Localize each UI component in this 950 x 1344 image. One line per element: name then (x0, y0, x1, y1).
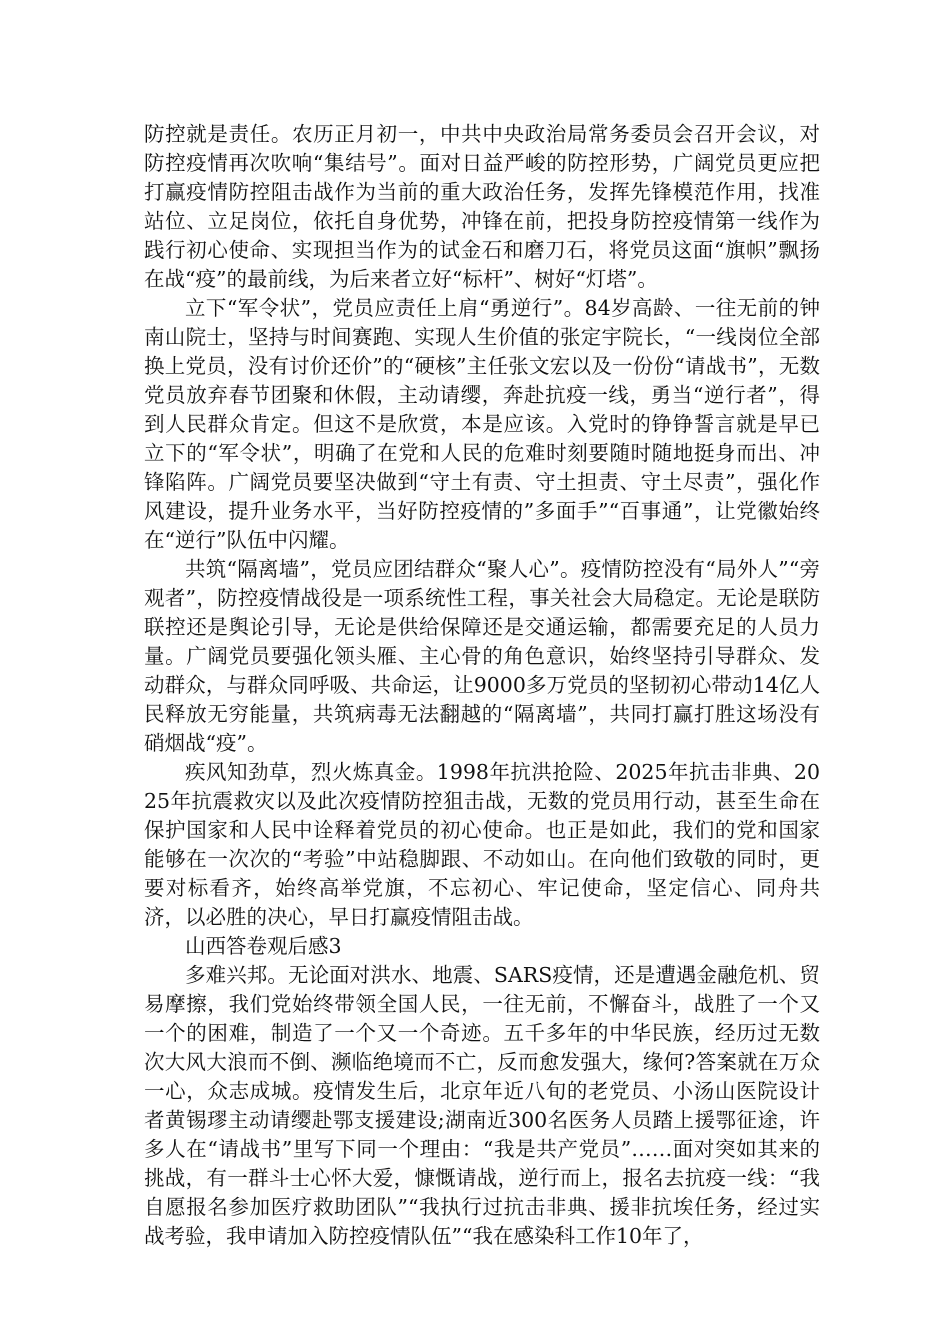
paragraph-strong-wind: 疾风知劲草，烈火炼真金。1998年抗洪抢险、2025年抗击非典、2025年抗震救灾以及此次疫情防控狙击战，无数的党员用行动，甚至生命在保护国家和人民中诠释着党员的初心使命。也正是如此，我们的党和国家能够在一次次的“考验”中站稳脚跟、不动如山。在向他们致敬的同时，更要对标看齐，始终高举党旗，不忘初心、牢记使命，坚定信心、同舟共济，以必胜的决心，早日打赢疫情阻击战。 (144, 760, 820, 929)
document-body (144, 120, 820, 1251)
section-heading: 山西答卷观后感3 (185, 934, 342, 958)
paragraph-responsibility: 防控就是责任。农历正月初一，中共中央政治局常务委员会召开会议，对防控疫情再次吹响“集结号”。面对日益严峻的防控形势，广阔党员更应把打赢疫情防控阻击战作为当前的重大政治任务，发挥先锋模范作用，找准站位、立足岗位，依托自身优势，冲锋在前，把投身防控疫情第一线作为践行初心使命、实现担当作为的试金石和磨刀石，将党员这面“旗帜”飘扬在战“疫”的最前线，为后来者立好“标杆”、树好“灯塔”。 (144, 122, 820, 291)
paragraph-many-hardships: 多难兴邦。无论面对洪水、地震、SARS疫情，还是遭遇金融危机、贸易摩擦，我们党始终带领全国人民，一往无前，不懈奋斗，战胜了一个又一个的困难，制造了一个又一个奇迹。五千多年的中华民族，经历过无数次大风大浪而不倒、濒临绝境而不亡，反而愈发强大，缘何?答案就在万众一心，众志成城。疫情发生后，北京年近八旬的老党员、小汤山医院设计者黄锡璆主动请缨赴鄂支援建设;湖南近300名医务人员踏上援鄂征途，许多人在“请战书”里写下同一个理由：“我是共产党员”……面对突如其来的挑战，有一群斗士心怀大爱，慷慨请战，逆行而上，报名去抗疫一线：“我自愿报名参加医疗救助团队”“我执行过抗击非典、援非抗埃任务，经过实战考验，我申请加入防控疫情队伍”“我在感染科工作10年了， (144, 963, 820, 1248)
paragraph-military-order: 立下“军令状”，党员应责任上肩“勇逆行”。84岁高龄、一往无前的钟南山院士，坚持与时间赛跑、实现人生价值的张定宇院长，“一线岗位全部换上党员，没有讨价还价”的“硬核”主任张文宏以及一份份“请战书”，无数党员放弃春节团聚和休假，主动请缨，奔赴抗疫一线，勇当“逆行者”，得到人民群众肯定。但这不是欣赏，本是应该。入党时的铮铮誓言就是早已立下的“军令状”，明确了在党和人民的危难时刻要随时随地挺身而出、冲锋陷阵。广阔党员要坚决做到“守土有责、守土担责、守土尽责”，强化作风建设，提升业务水平，当好防控疫情的”多面手”“百事通”，让党徽始终在“逆行”队伍中闪耀。 (144, 296, 820, 552)
paragraph-isolation-wall: 共筑“隔离墙”，党员应团结群众“聚人心”。疫情防控没有“局外人”“旁观者”，防控疫情战役是一项系统性工程，事关社会大局稳定。无论是联防联控还是舆论引导，无论是供给保障还是交通运输，都需要充足的人员力量。广阔党员要强化领头雁、主心骨的角色意识，始终坚持引导群众、发动群众，与群众同呼吸、共命运，让9000多万党员的坚韧初心带动14亿人民释放无穷能量，共筑病毒无法翻越的“隔离墙”，共同打赢打胜这场没有硝烟战“疫”。 (144, 557, 820, 755)
